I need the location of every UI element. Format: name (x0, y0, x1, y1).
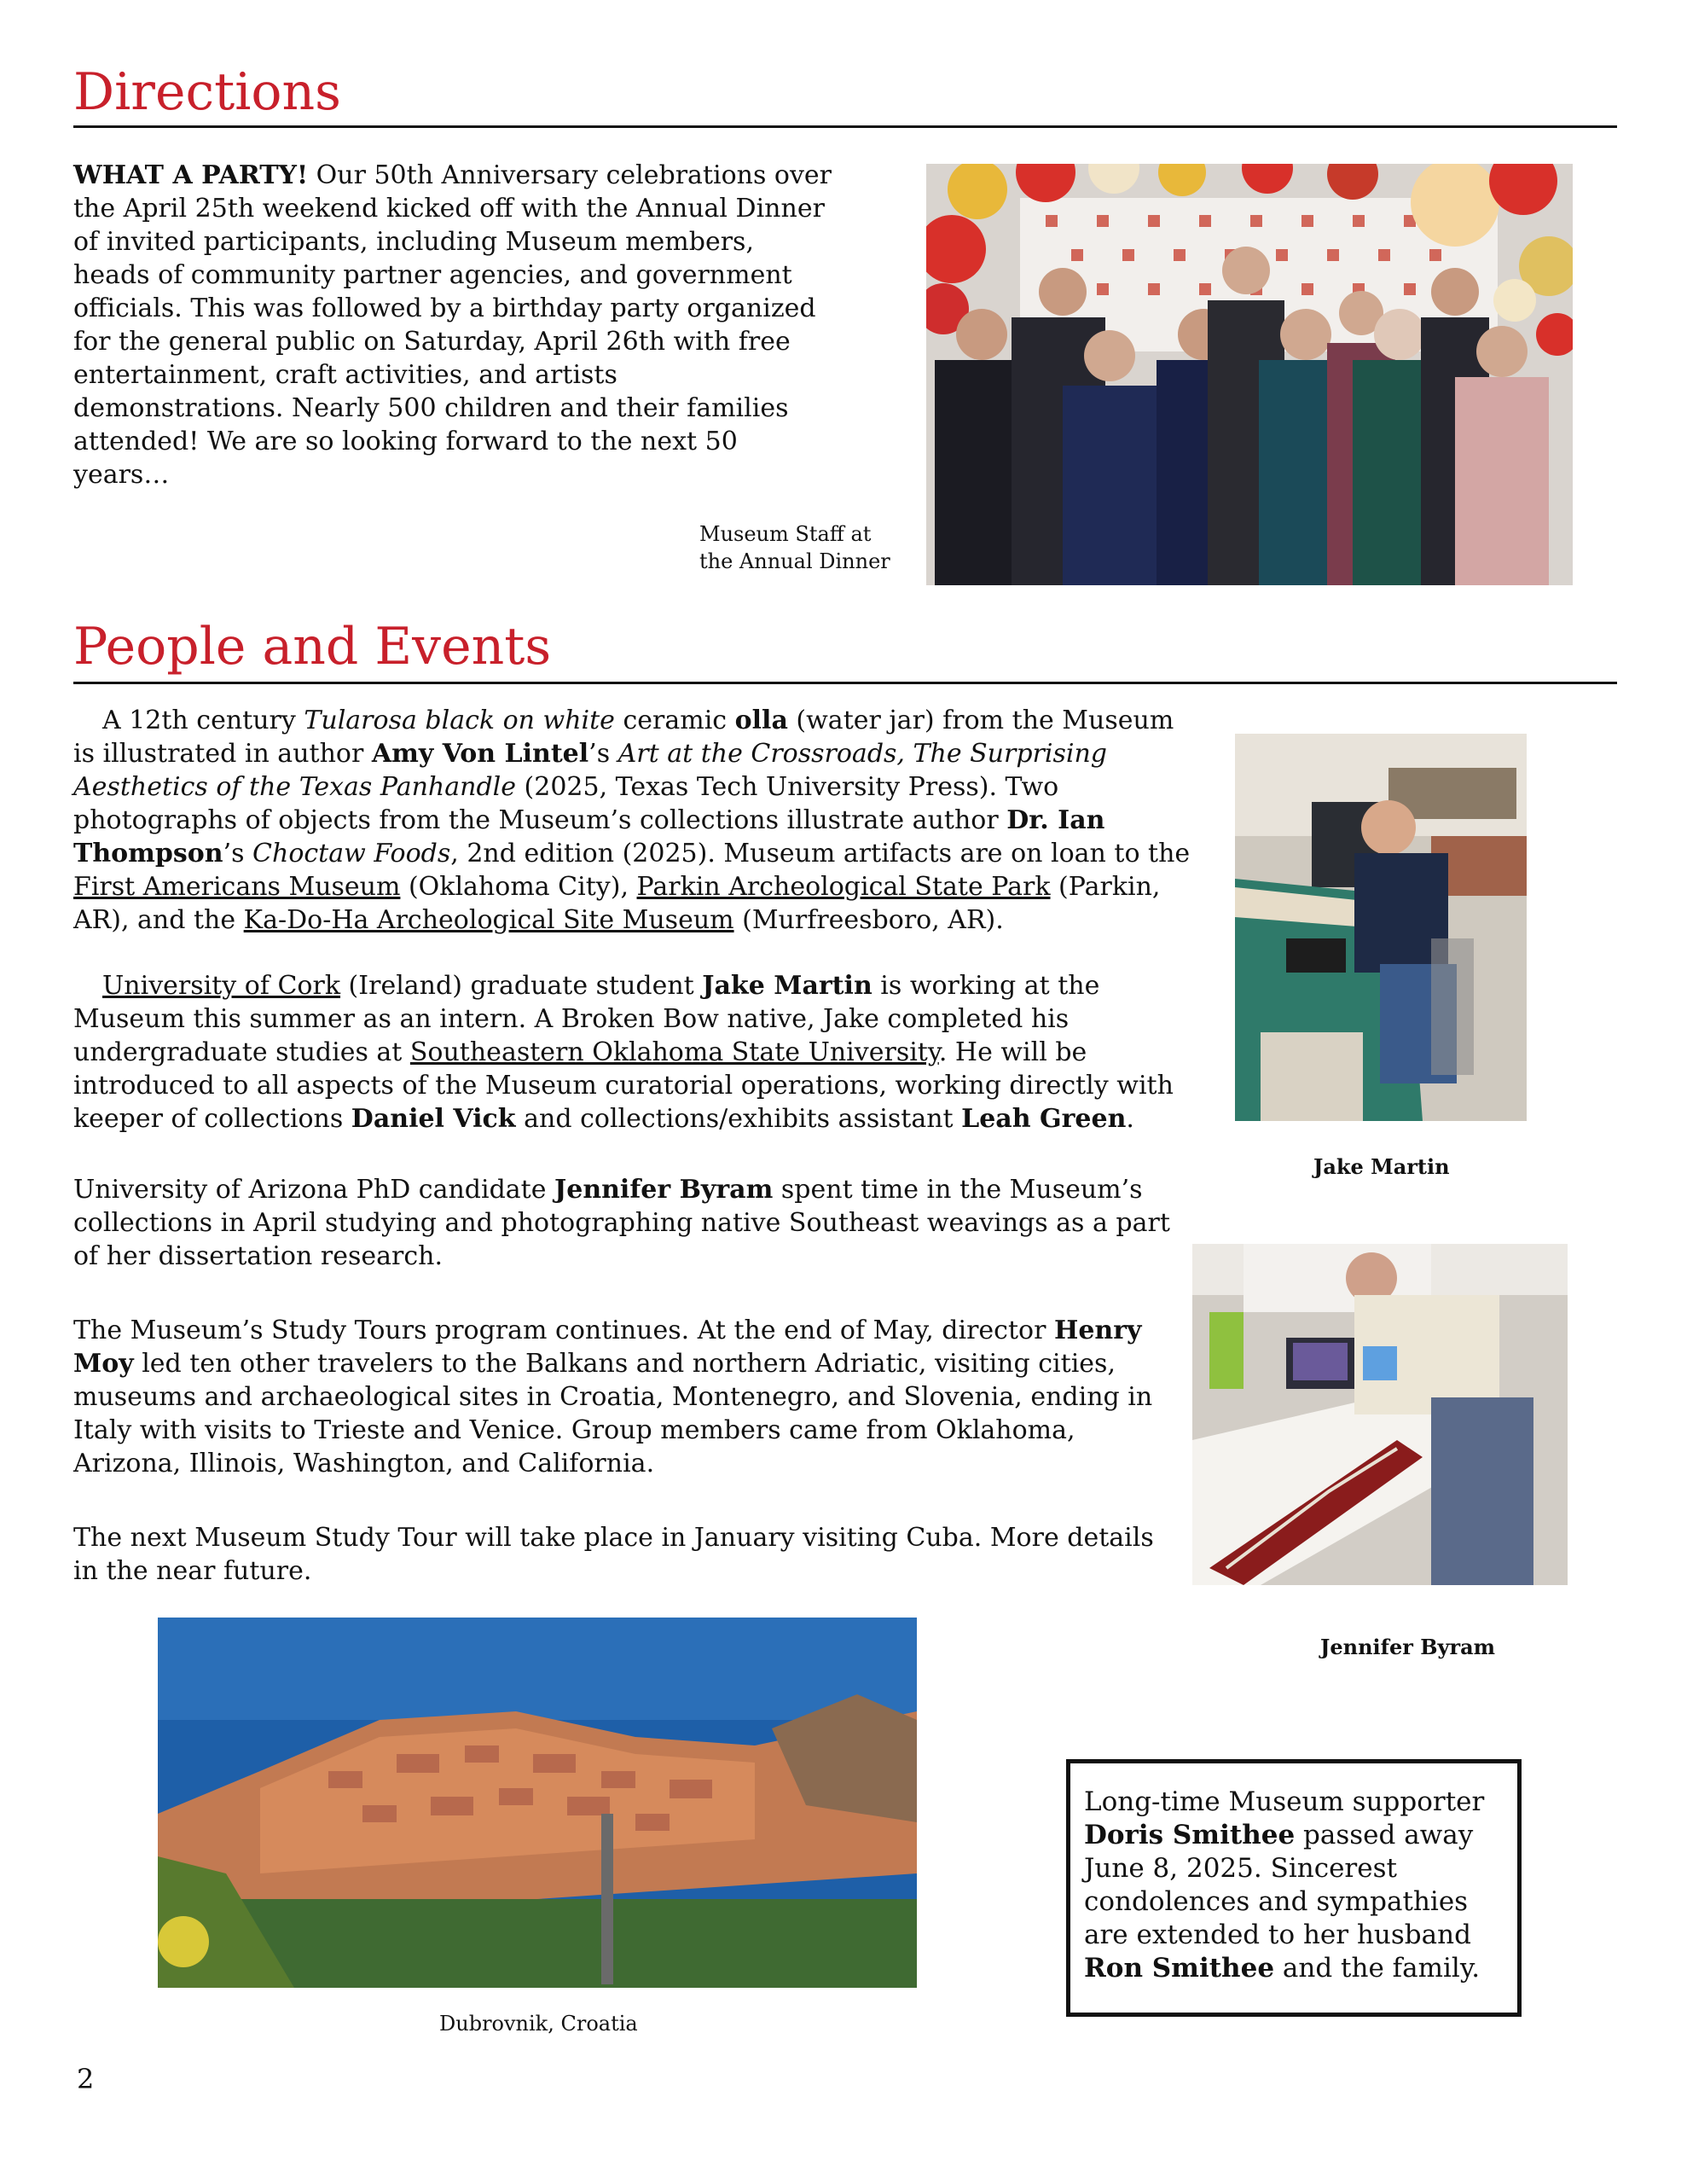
staff-photo-caption (699, 520, 913, 575)
directions-heading: Directions (73, 62, 341, 122)
people-events-heading: People and Events (73, 617, 552, 677)
jake-martin-photo (1235, 734, 1527, 1121)
staff-caption-line2: the Annual Dinner (699, 549, 890, 573)
link-parkin-archeological-state-park[interactable]: Parkin Archeological State Park (636, 872, 1051, 902)
page-number: 2 (77, 2063, 95, 2095)
memorial-name-ron-smithee: Ron Smithee (1084, 1953, 1275, 1984)
jake-martin-caption: Jake Martin (1313, 1154, 1450, 1179)
author-amy-von-lintel: Amy Von Lintel (371, 739, 589, 769)
link-university-of-cork[interactable]: University of Cork (102, 971, 341, 1001)
paragraph-jake-martin: University of Cork (Ireland) graduate student Jake Martin is working at the Museum this summer as an intern. A Broken Bow native, Jake completed his undergraduate studies at Southeastern Oklahoma State University. He will be introduced to all aspects of the Museum curatorial operations, working directly with keeper of collections Daniel Vick and collections/exhibits assistant Leah Green. (73, 971, 1174, 1134)
author-ian-thompson: Dr. Ian Thompson (73, 805, 1105, 868)
jennifer-byram-photo (1192, 1244, 1568, 1585)
link-southeastern-oklahoma-state[interactable]: Southeastern Oklahoma State University (409, 1037, 939, 1067)
memorial-box: Long-time Museum supporter Doris Smithee passed away June 8, 2025. Sincerest condolences and sympathies are extended to her husband Ron Smithee and the family. (1066, 1759, 1522, 2017)
dubrovnik-caption: Dubrovnik, Croatia (439, 2012, 638, 2036)
people-events-rule (73, 682, 1617, 684)
paragraph-jennifer-byram: University of Arizona PhD candidate Jennifer Byram spent time in the Museum’s collections in April studying and photographing native Southeast weavings as a part of her dissertation research. (73, 1175, 1170, 1271)
link-first-americans-museum[interactable]: First Americans Museum (73, 872, 401, 902)
staff-caption-line1: Museum Staff at (699, 522, 872, 546)
link-ka-do-ha-museum[interactable]: Ka-Do-Ha Archeological Site Museum (243, 905, 734, 935)
dubrovnik-photo (158, 1618, 917, 1988)
book-title-art-at-crossroads: Art at the Crossroads, The Surprising Aesthetics of the Texas Panhandle (73, 739, 1107, 802)
jennifer-byram-caption: Jennifer Byram (1320, 1635, 1496, 1659)
paragraph-next-tour: The next Museum Study Tour will take place in January visiting Cuba. More details in the near future. (73, 1523, 1154, 1586)
lead-text: Our 50th Anniversary celebrations over the April 25th weekend kicked off with the Annual Dinner of invited participants, including Museum members, heads of community partner agencies, and government officials. This was followed by a birthday party organized for the general public on Saturday, April 26th with free entertainment, craft activities, and artists demonstrations. Nearly 500 children and their families attended! We are so looking forward to the next 50 years… (73, 160, 832, 490)
directions-rule (73, 125, 1617, 128)
paragraph-olla: A 12th century Tularosa black on white ceramic olla (water jar) from the Museum is illustrated in author Amy Von Lintel’s Art at the Crossroads, The Surprising Aesthetics of the Texas Panhandle (2025, Texas Tech University Press). Two photographs of objects from the Museum’s collections illustrate author Dr. Ian Thompson’s Choctaw Foods, 2nd edition (2025). Museum artifacts are on loan to the First Americans Museum (Oklahoma City), Parkin Archeological State Park (Parkin, AR), and the Ka-Do-Ha Archeological Site Museum (Murfreesboro, AR). (73, 706, 1191, 935)
paragraph-study-tours: The Museum’s Study Tours program continues. At the end of May, director Henry Moy led ten other travelers to the Balkans and northern Adriatic, visiting cities, museums and archaeological sites in Croatia, Montenegro, and Slovenia, ending in Italy with visits to Trieste and Venice. Group members came from Oklahoma, Arizona, Illinois, Washington, and California. (73, 1316, 1153, 1478)
lead-bold: WHAT A PARTY! (73, 160, 309, 190)
directions-paragraph (73, 159, 832, 491)
book-title-choctaw-foods: Choctaw Foods (252, 839, 451, 868)
museum-staff-photo (926, 164, 1573, 585)
people-events-body (73, 704, 1199, 1136)
memorial-name-doris-smithee: Doris Smithee (1084, 1820, 1296, 1850)
